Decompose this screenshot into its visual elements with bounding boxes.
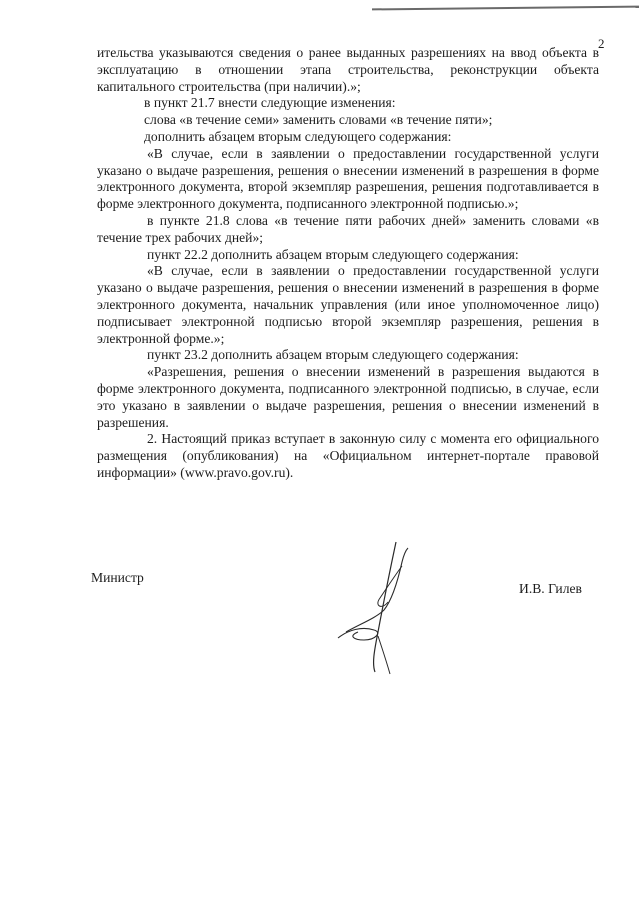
- paragraph: дополнить абзацем вторым следующего содержания:: [144, 128, 452, 144]
- page-number: 2: [598, 36, 605, 51]
- paragraph: в пункте 21.8 слова «в течение пяти рабочих дней» заменить словами «в течение трех рабочих дней»;: [97, 212, 599, 245]
- paragraph: в пункт 21.7 внести следующие изменения:: [144, 95, 396, 111]
- paragraph: «В случае, если в заявлении о предоставлении государственной услуги указано о выдаче разрешения, решения о внесении изменений в разрешения в форме электронного документа, начальник управления (или иное уполномоченное лицо) подписывает электронной подписью второй экземпляр разрешения, решения в электронной форме.»;: [97, 263, 599, 346]
- document-body: [97, 45, 599, 482]
- signatory-name: И.В. Гилев: [519, 581, 582, 596]
- signatory-position: Министр: [91, 570, 144, 585]
- top-edge-line: [372, 6, 639, 11]
- paragraph: пункт 22.2 дополнить абзацем вторым следующего содержания:: [147, 246, 519, 262]
- paragraph: 2. Настоящий приказ вступает в законную силу с момента его официального размещения (опубликования) на «Официальном интернет-портале правовой информации» (www.pravo.gov.ru).: [97, 431, 599, 480]
- paragraph: «В случае, если в заявлении о предоставлении государственной услуги указано о выдаче разрешения, решения о внесении изменений в разрешения в форме электронного документа, второй экземпляр разрешения, решения подготавливается в форме электронного документа, подписанного электронной подписью.»;: [97, 145, 599, 212]
- paragraph: слова «в течение семи» заменить словами «в течение пяти»;: [144, 112, 493, 128]
- paragraph: «Разрешения, решения о внесении изменений в разрешения выдаются в форме электронного документа, подписанного электронной подписью, в случае, если это указано в заявлении о выдаче разрешения, решения о внесении изменений в разрешения.: [97, 364, 599, 430]
- handwritten-signature: [318, 540, 438, 680]
- paragraph: ительства указываются сведения о ранее выданных разрешениях на ввод объекта в эксплуатацию в отношении этапа строительства, реконструкции объекта капитального строительства (при наличии).»;: [97, 45, 599, 94]
- paragraph: пункт 23.2 дополнить абзацем вторым следующего содержания:: [147, 347, 519, 363]
